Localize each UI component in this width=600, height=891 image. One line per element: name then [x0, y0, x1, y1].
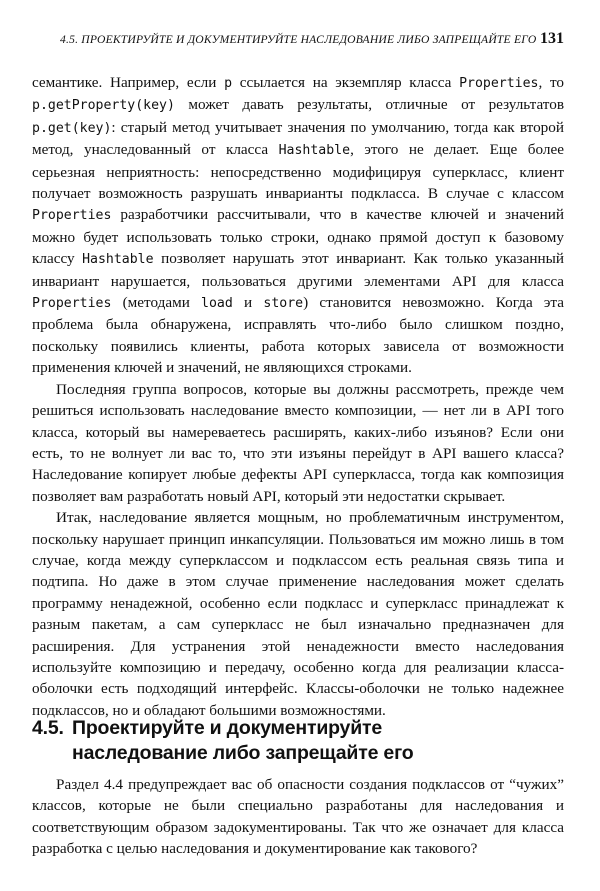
section-title-line2: наследование либо запрещайте его [72, 742, 414, 764]
code-run: Hashtable [278, 143, 351, 159]
code-run: p [224, 76, 233, 91]
paragraph-section-intro: Раздел 4.4 предупреждает вас об опасности создания подклассов от “чужих” классов, которые не были специально разработаны для наследования и соответствующим образом задокументированы. Так что же означает для класса разработка с целью наследования и документирование как такового? [32, 776, 564, 858]
text-run: и [232, 294, 264, 312]
code-run: Properties [32, 296, 112, 312]
text-run: ссылается на экземпляр класса [232, 74, 460, 91]
text-run: (методами [111, 294, 202, 312]
running-header-title: 4.5. ПРОЕКТИРУЙТЕ И ДОКУМЕНТИРУЙТЕ НАСЛЕДОВАНИЕ ЛИБО ЗАПРЕЩАЙТЕ ЕГО [60, 33, 537, 46]
page-number: 131 [540, 30, 564, 47]
code-run: store [263, 296, 304, 312]
text-run: , то [538, 74, 564, 91]
section-title-line1: Проектируйте и документируйте [72, 717, 382, 739]
text-run: может давать результаты, отличные от результатов [174, 96, 564, 114]
code-run: p.get(key) [32, 120, 112, 136]
paragraph-properties-semantics [32, 72, 564, 379]
code-run: p.getProperty(key) [32, 98, 175, 114]
section-heading [32, 716, 413, 766]
code-run: Hashtable [82, 252, 154, 268]
section-text [32, 774, 564, 860]
code-run: Properties [459, 76, 539, 91]
main-text [32, 72, 564, 721]
text-run: : старый метод учитывает значения по умолчанию, тогда как второй метод, унаследованный от класса [32, 118, 564, 159]
text-run: позволяет нарушать этот инвариант. Как только указанный инвариант нарушается, пользоваться другими элементами API для класса [32, 250, 564, 290]
paragraph-api-flaws: Последняя группа вопросов, которые вы должны рассмотреть, прежде чем решиться использовать наследование вместо композиции, — нет ли в API того класса, который вы намереваетесь расширять, каких-либо изъянов? Если они есть, то не волнует ли вас то, что эти изъяны перейдут в API вашего класса? Наследование копирует любые дефекты API суперкласса, тогда как композиция позволяет вам разработать новый API, который эти недостатки скрывает. [32, 380, 564, 505]
paragraph-conclusion: Итак, наследование является мощным, но проблематичным инструментом, поскольку нарушает принцип инкапсуляции. Пользоваться им можно лишь в том случае, когда между суперклассом и подклассом есть реальная связь типа и подтипа. Но даже в этом случае применение наследования может сделать программу ненадежной, особенно если подкласс и суперкласс принадлежат к разным пакетам, а сам суперкласс не был изначально предназначен для расширения. Для устранения этой ненадежности вместо наследования используйте композицию и передачу, особенно когда для реализации класса-оболочки есть подходящий интерфейс. Классы-оболочки не только надежнее подклассов, но и обладают большими возможностями. [32, 509, 564, 719]
code-run: Properties [32, 208, 112, 224]
text-run: , этого не делает. Еще более серьезная неприятность: непосредственно модифицируя суперкласс, клиент получает возможность разрушать инварианты подкласса. В случае с классом [32, 141, 564, 203]
text-run: семантике. Например, если [32, 74, 225, 91]
text-run: ) становится невозможно. Когда эта проблема была обнаружена, исправлять что-либо было слишком поздно, поскольку появились клиенты, работа которых зависела от возможности применения ключей и значений, не являющихся строками. [32, 294, 564, 377]
running-header [32, 30, 564, 48]
section-number: 4.5. [32, 717, 64, 739]
text-run: разработчики рассчитывали, что в качестве ключей и значений можно будет использовать только строки, однако прямой доступ к базовому классу [32, 206, 564, 268]
code-run: load [201, 296, 233, 312]
